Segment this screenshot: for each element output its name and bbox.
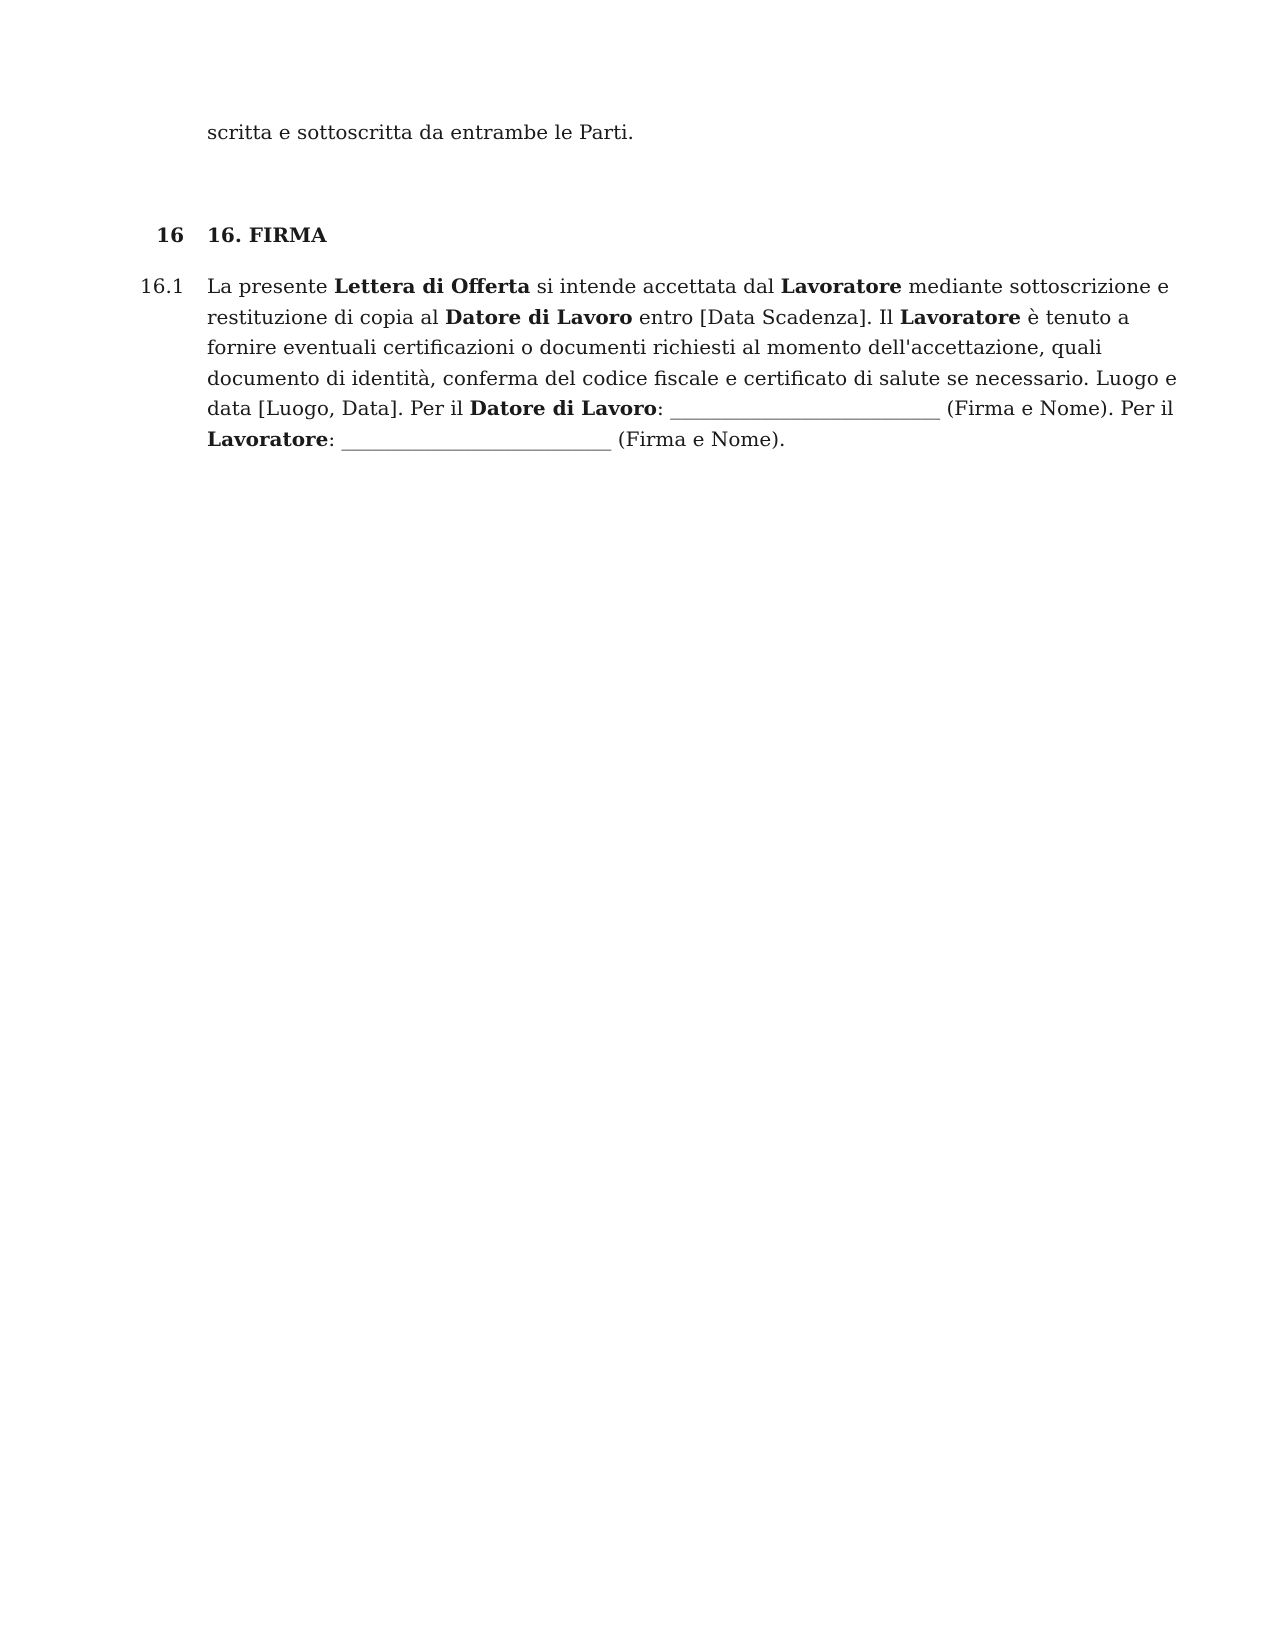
continuation-text: scritta e sottoscritta da entrambe le Parti.	[207, 120, 634, 144]
clause-body	[207, 271, 1177, 454]
clause-number: 16.1	[140, 274, 185, 298]
worker-signature-line: : ___________________________ (Firma e Nome).	[328, 426, 786, 451]
bold-term: Datore di Lavoro	[469, 396, 658, 420]
bold-term: Lavoratore	[780, 274, 902, 298]
clause-line: La presente Lettera di Offerta si intende accettata dal Lavoratore mediante sottoscrizione e	[207, 274, 1170, 298]
clause-line	[207, 424, 1133, 455]
section-number: 16	[156, 223, 184, 247]
section-title: 16. FIRMA	[207, 223, 327, 247]
clause-line: restituzione di copia al Datore di Lavoro entro [Data Scadenza]. Il Lavoratore è tenuto a	[207, 304, 1130, 329]
bold-term: Datore di Lavoro	[445, 304, 633, 329]
clause-line: data [Luogo, Data]. Per il Datore di Lavoro: ___________________________ (Firma e Nome). Per il	[207, 396, 1174, 420]
clause-line: documento di identità, conferma del codice fiscale e certificato di salute se necessario. Luogo e	[207, 365, 1177, 390]
employer-signature-line: : ___________________________ (Firma e Nome). Per il	[657, 396, 1174, 420]
clause-line: fornire eventuali certificazioni o documenti richiesti al momento dell'accettazione, quali	[207, 335, 1102, 359]
bold-term: Lavoratore	[899, 304, 1022, 329]
bold-term: Lettera di Offerta	[333, 274, 531, 298]
bold-term: Lavoratore	[207, 426, 329, 451]
